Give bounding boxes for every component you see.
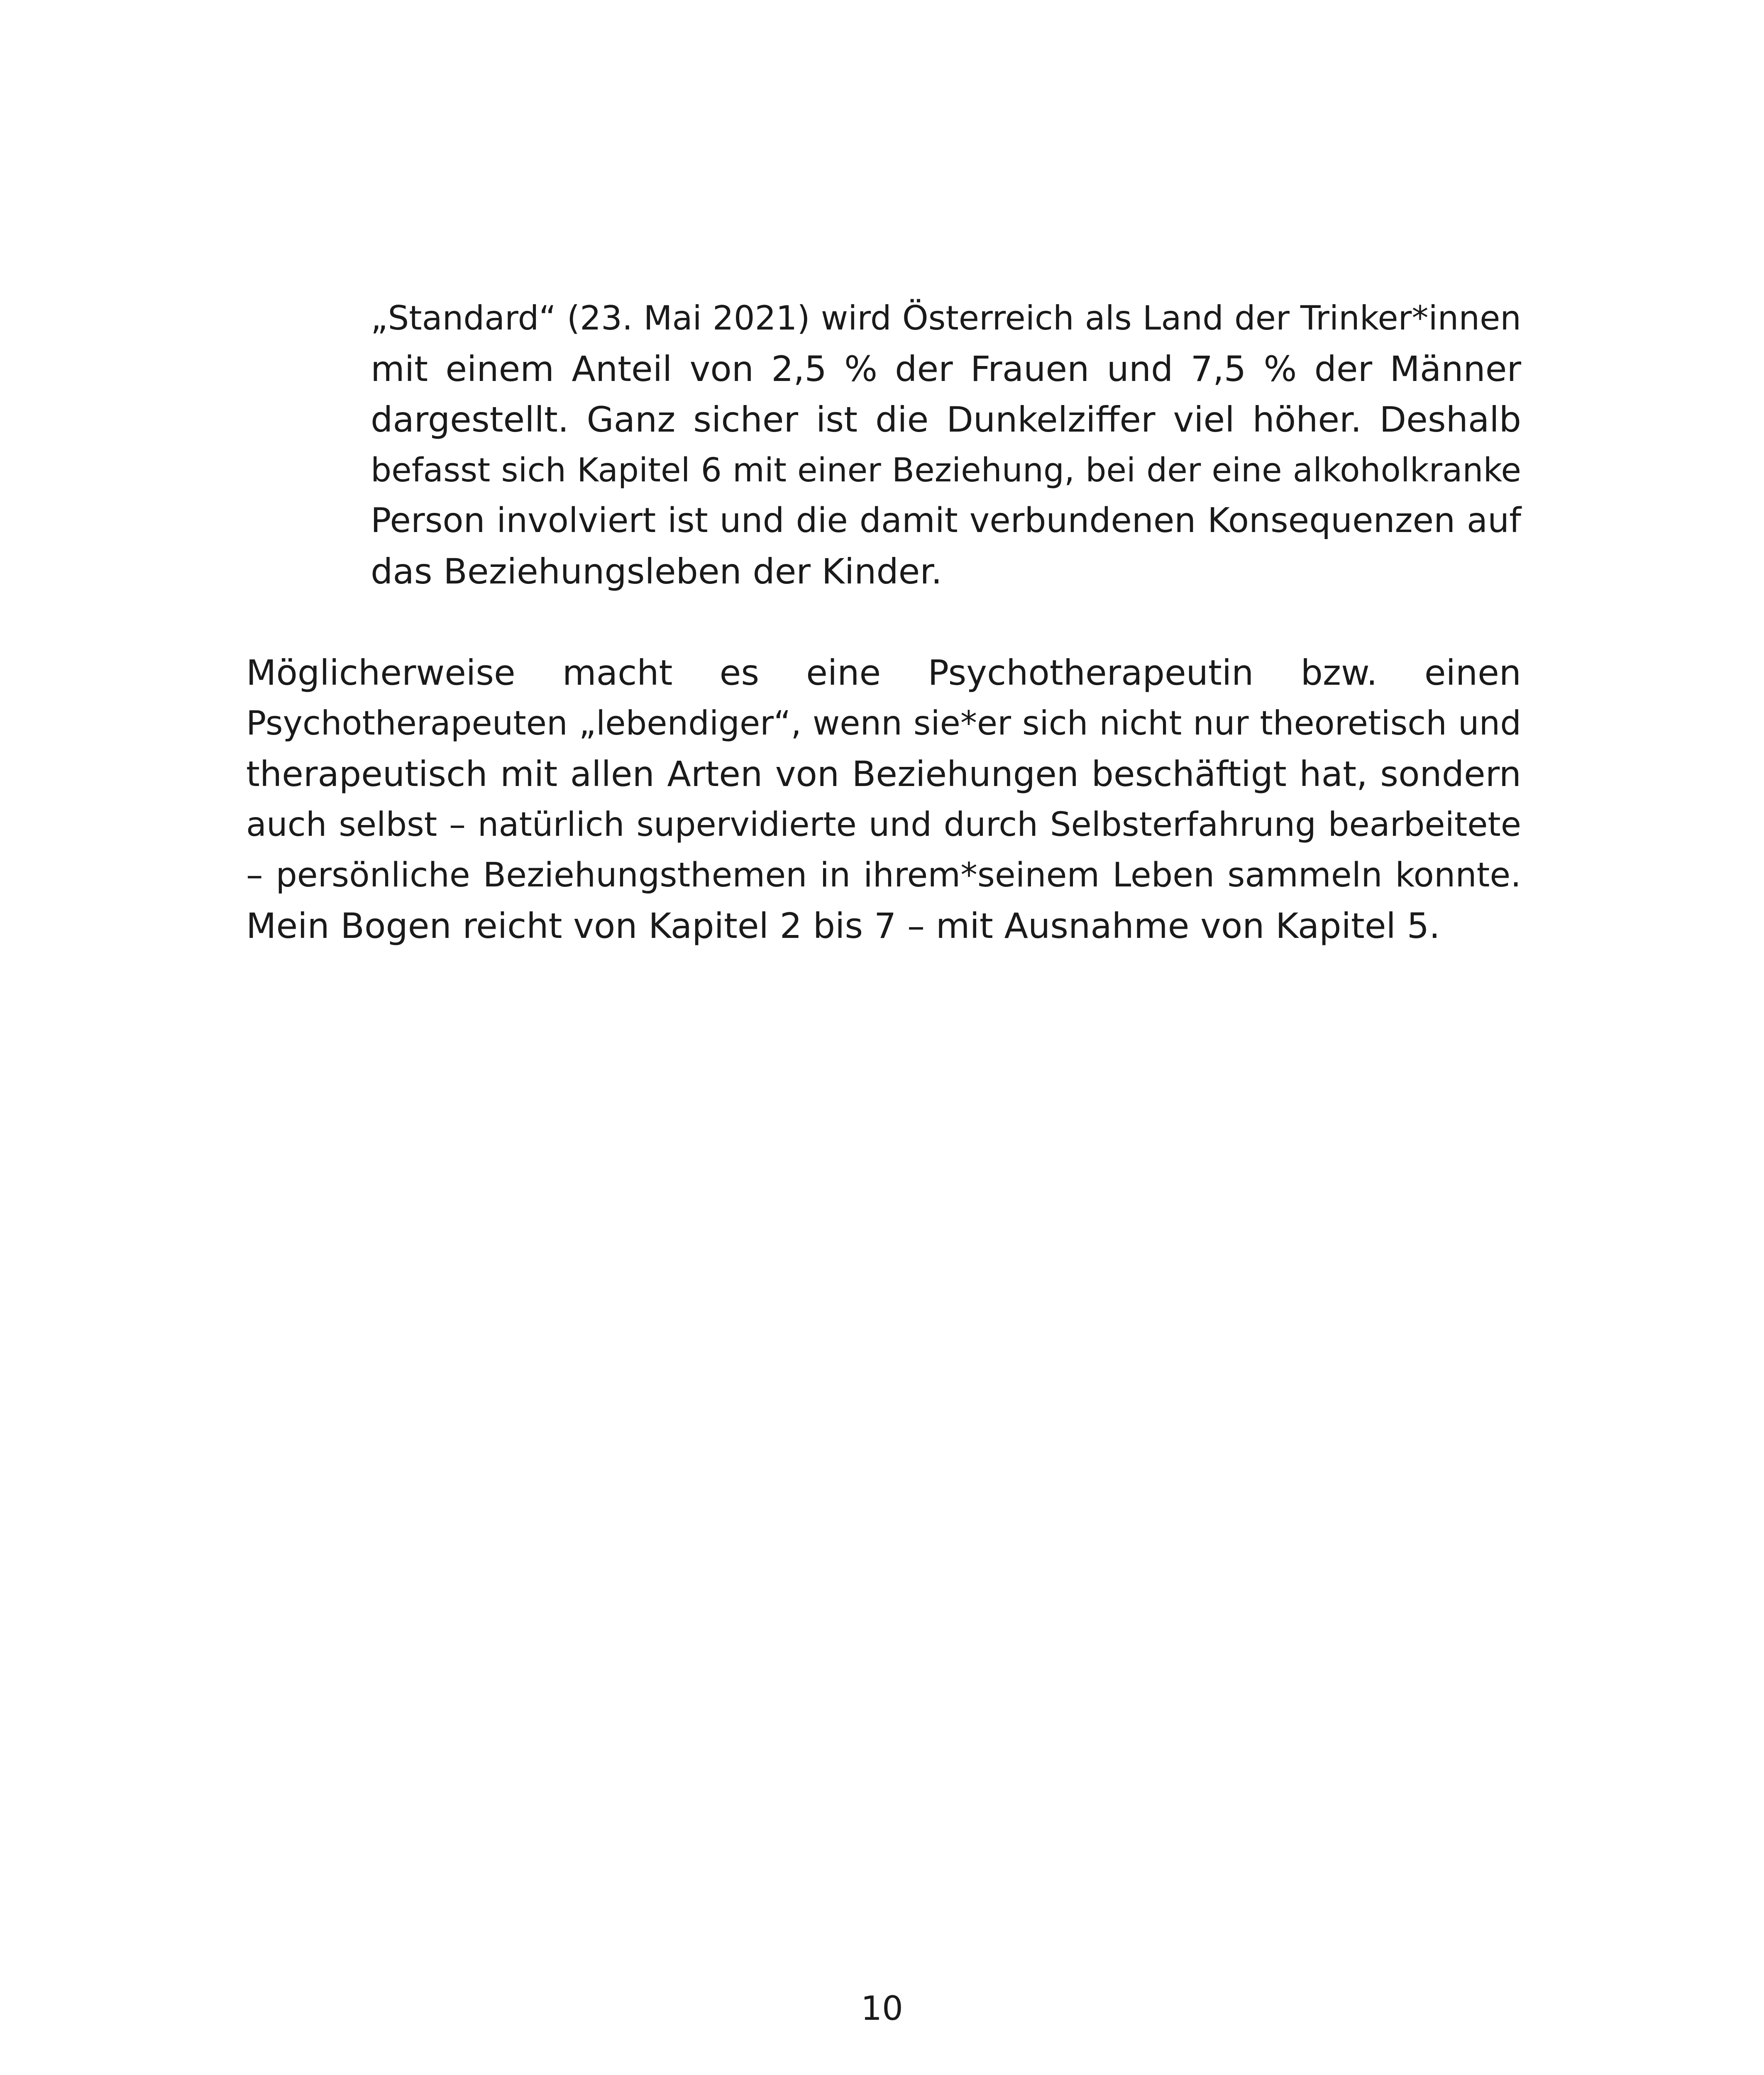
text-line: Person involviert ist und die damit verbundenen Konsequenzen auf [371,501,1521,540]
text-line: Psychotherapeuten „lebendiger“, wenn sie*er sich nicht nur theoretisch und [246,704,1521,742]
text-line: auch selbst – natürlich supervidierte und durch Selbsterfahrung bearbeitete [246,805,1521,844]
page-number: 10 [861,1989,903,2028]
text-line: mit einem Anteil von 2,5 % der Frauen und 7,5 % der Männer [371,349,1521,389]
text-line: Möglicherweise macht es eine Psychotherapeutin bzw. einen [246,652,1521,693]
text-line: befasst sich Kapitel 6 mit einer Beziehung, bei der eine alkoholkranke [371,451,1521,489]
text-line: Mein Bogen reicht von Kapitel 2 bis 7 – mit Ausnahme von Kapitel 5. [246,906,1440,946]
text-line: dargestellt. Ganz sicher ist die Dunkelziffer viel höher. Deshalb [371,399,1521,440]
text-line: „Standard“ (23. Mai 2021) wird Österreich als Land der Trinker*innen [371,299,1521,337]
text-line: das Beziehungsleben der Kinder. [371,551,942,592]
text-line: therapeutisch mit allen Arten von Beziehungen beschäftigt hat, sondern [246,754,1521,794]
text-line: – persönliche Beziehungsthemen in ihrem*seinem Leben sammeln konnte. [246,856,1521,895]
